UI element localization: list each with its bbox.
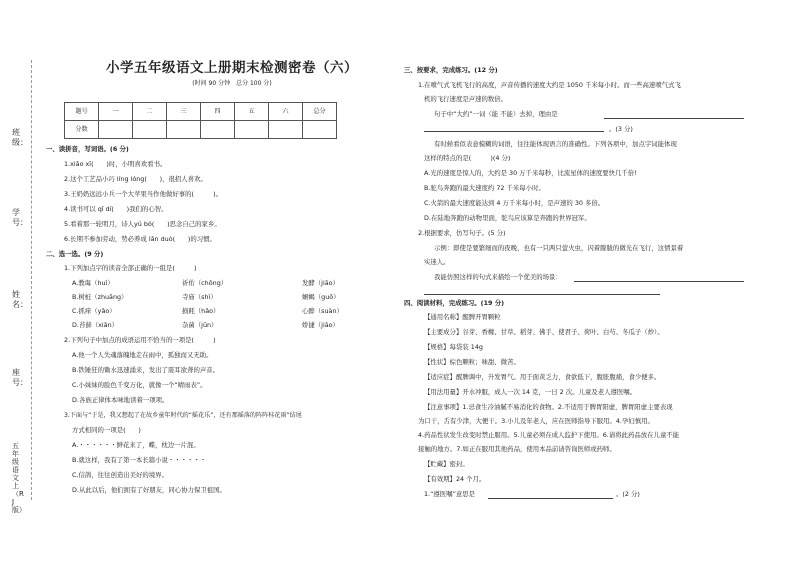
question-line: 3.下面与“于是，我又想起了在故乡童年时代的“摇花乐”，还有那摇落的阵阵桂花雨”结尾: [64, 412, 302, 419]
table-cell: 分数: [65, 121, 99, 139]
material-line: 【适应症】醒脾调中，升发胃气。用于面黄乏力，食欲低下，腹胀腹痛，食少便多。: [424, 373, 661, 381]
side-label-seat: 座号：: [12, 368, 28, 387]
option-text: C.火箭的最大速度能达到 4 万千米每小时，是声速的 30 多倍。: [424, 199, 605, 207]
option-text: C.抓痒（yǎo）: [72, 307, 116, 315]
option-text: D.各族正律体本味地读着一项项。: [72, 396, 169, 404]
question-line: 2.根据要求，仿写句子。(5 分): [418, 229, 506, 237]
score-table-header-row: [65, 103, 337, 121]
material-line: 【用法用量】开水冲服，成人一次 14 克，一日 2 次。儿童及老人遵医嘱。: [424, 388, 637, 396]
option-text: C.信鸽，往往创造出美好的境界。: [72, 471, 168, 479]
question-line: 4.读书可以 qǐ dí( )我们的心智。: [64, 205, 168, 213]
question-line: 实迷人。: [424, 258, 450, 266]
option-text: D.从此以后，他们拥有了好朋友，同心协力保卫祖国。: [72, 486, 226, 494]
table-cell: 二: [133, 103, 167, 121]
option-text: 娇捷（jiāo）: [302, 321, 339, 329]
material-line: 【通用名称】醒脾开胃颗粒: [424, 313, 501, 321]
score-input-cell[interactable]: [235, 121, 269, 139]
question-line: 方式相同的一项是( ): [72, 426, 141, 434]
side-label-name: 姓名：: [12, 290, 28, 309]
option-text: A.他一个人失魂落魄地走在雨中，孤独而又无助。: [72, 351, 213, 359]
option-text: 损耗（hǎo）: [182, 307, 220, 315]
option-text: 发酵（jiāo）: [302, 279, 339, 287]
material-line: 【贮藏】密封。: [424, 460, 469, 468]
material-line: 接触的地方。7.如正在服用其他药品，使用本品前请咨询医师或药师。: [418, 445, 616, 453]
question-line: 句子中“大约”一词（能 不能）去掉，理由是: [434, 110, 558, 118]
binding-line: [31, 60, 32, 500]
answer-blank[interactable]: [488, 498, 613, 499]
side-label-grade: 五年级语文上（RJ版）: [12, 442, 26, 514]
question-line: 这样的特点的是( )(4 分): [424, 154, 511, 162]
option-text: A.光的速度是惊人的，大约是 30 万千米每秒，比流星体的速度要快几千倍!: [424, 169, 637, 177]
material-line: 为口干，舌有少津，大便干。3.小儿及年老人，应在医师指导下服用。4.孕妇慎用。: [418, 417, 654, 425]
material-line: 4.药品性状发生改变时禁止服用。5.儿童必须在成人监护下使用。6.请将此药品放在儿童不能: [418, 431, 680, 439]
question-points: 。(2 分): [616, 490, 640, 498]
option-text: B.铁锤狂的锄水迅速涌来，发出了震耳欲聋的声音。: [72, 366, 220, 374]
score-table-score-row: [65, 121, 337, 139]
section-4-heading: 四、阅读材料，完成练习。(19 分): [404, 299, 505, 307]
option-text: C.小妹妹的脸色千变万化，就像一个“晴雨表”。: [72, 381, 207, 389]
material-line: 【注意事项】1.忌食生冷油腻不易消化的食物。2.不适用于脾胃阳虚，脾胃阳虚主要表现: [424, 403, 673, 411]
page-title: 小学五年级语文上册期末检测密卷（六）: [106, 60, 358, 76]
option-text: A.・・・・・・鲜花来了，蝶，枕边一片混。: [72, 441, 200, 449]
option-text: B.驼鸟奔跑的最大速度约 72 千米每小时。: [424, 184, 545, 192]
question-points: 。(3 分): [609, 125, 633, 133]
question-line: 示例：即使是要繁细而的夜晚，也有一只两只萤火虫，闪着朦胧的微光在飞行，这情景着: [434, 244, 684, 252]
option-text: A.教诲（huì）: [72, 279, 114, 287]
section-2-heading: 二、选一选。(9 分): [46, 250, 104, 258]
table-cell: 总分: [303, 103, 337, 121]
option-text: 寺庙（shì）: [182, 293, 217, 301]
material-line: 【规格】每袋装 14g: [424, 343, 483, 351]
score-input-cell[interactable]: [167, 121, 201, 139]
score-table: [64, 102, 337, 139]
score-input-cell[interactable]: [269, 121, 303, 139]
question-line: 有时候看似表意模糊的词语，往往能体现语言的准确性。下列各项中，加点字词能体现: [434, 140, 677, 148]
question-line: 1.下列加点字的读音全部正确的一组是( ): [64, 264, 197, 272]
answer-blank[interactable]: [424, 131, 604, 132]
score-input-cell[interactable]: [303, 121, 337, 139]
option-text: 蛔蝎（guō）: [302, 293, 340, 301]
option-text: D.在陆地奔跑的动物里面，鸵鸟应该算是奔跑的世界冠军。: [424, 214, 591, 222]
question-line: 1.在喷气式飞机飞行的高度，声音传播的速度大约是 1050 千米每小时。而一些高速喷气式飞: [418, 81, 681, 89]
material-line: 【有效期】24 个月。: [424, 475, 486, 483]
page-subtitle: (时间 90 分钟 总分 100 分): [192, 80, 272, 87]
answer-blank[interactable]: [424, 294, 660, 295]
option-text: 心醉（suàn）: [302, 307, 343, 315]
side-label-class: 班级：: [12, 128, 28, 147]
question-line: 机的飞行速度是声速的数倍。: [424, 95, 508, 103]
question-line: 1.xiǎo xī( )时，小明喜欢看书。: [64, 160, 167, 168]
material-line: 【性状】棕色颗粒；味甜、微苦。: [424, 358, 520, 366]
question-line: 我能仿照这样的句式来描绘一个优美的场景：: [434, 273, 562, 281]
option-text: 祈佑（chōng）: [182, 279, 228, 287]
option-text: D.苔藓（xiǎn）: [72, 321, 119, 329]
table-cell: 六: [269, 103, 303, 121]
section-3-heading: 三、按要求，完成练习。(12 分): [404, 66, 498, 74]
material-line: 【主要成分】谷芽、香橼、甘草、稻芽、佛手、使君子、荷叶、白芍、冬瓜子（炒）。: [424, 328, 664, 336]
table-cell: 一: [99, 103, 133, 121]
option-text: B.树桩（zhuāng）: [72, 293, 128, 301]
question-line: 2.下列句子中加点的成语运用不恰当的一项是( ): [64, 336, 216, 344]
side-margin: [0, 0, 36, 562]
answer-blank[interactable]: [574, 281, 744, 282]
question-line: 3.王奶奶远远小兵一个大苹果当作他做好事的( )。: [64, 190, 223, 198]
score-input-cell[interactable]: [99, 121, 133, 139]
table-cell: 四: [201, 103, 235, 121]
table-cell: 五: [235, 103, 269, 121]
side-label-number: 学号：: [12, 208, 28, 227]
answer-blank[interactable]: [604, 118, 744, 119]
question-line: 2.这个工艺品小巧 líng lóng( )，很招人喜欢。: [64, 175, 207, 183]
score-input-cell[interactable]: [133, 121, 167, 139]
table-cell: 三: [167, 103, 201, 121]
score-input-cell[interactable]: [201, 121, 235, 139]
table-cell: 题号: [65, 103, 99, 121]
question-line: 5.看着那一轮明月，诗人yú bó( )思念自己的家乡。: [64, 220, 221, 228]
option-text: B.就这样，我有了第一本长篇小说・・・・・・: [72, 456, 207, 464]
question-line: 1.“遵医嘱”意思是: [424, 490, 476, 498]
question-line: 6.长期不参加劳动，势必养成 lǎn duò( )的习惯。: [64, 235, 216, 243]
section-1-heading: 一、读拼音，写词语。(6 分): [46, 145, 129, 153]
option-text: 杂菌（jūn）: [182, 321, 218, 329]
